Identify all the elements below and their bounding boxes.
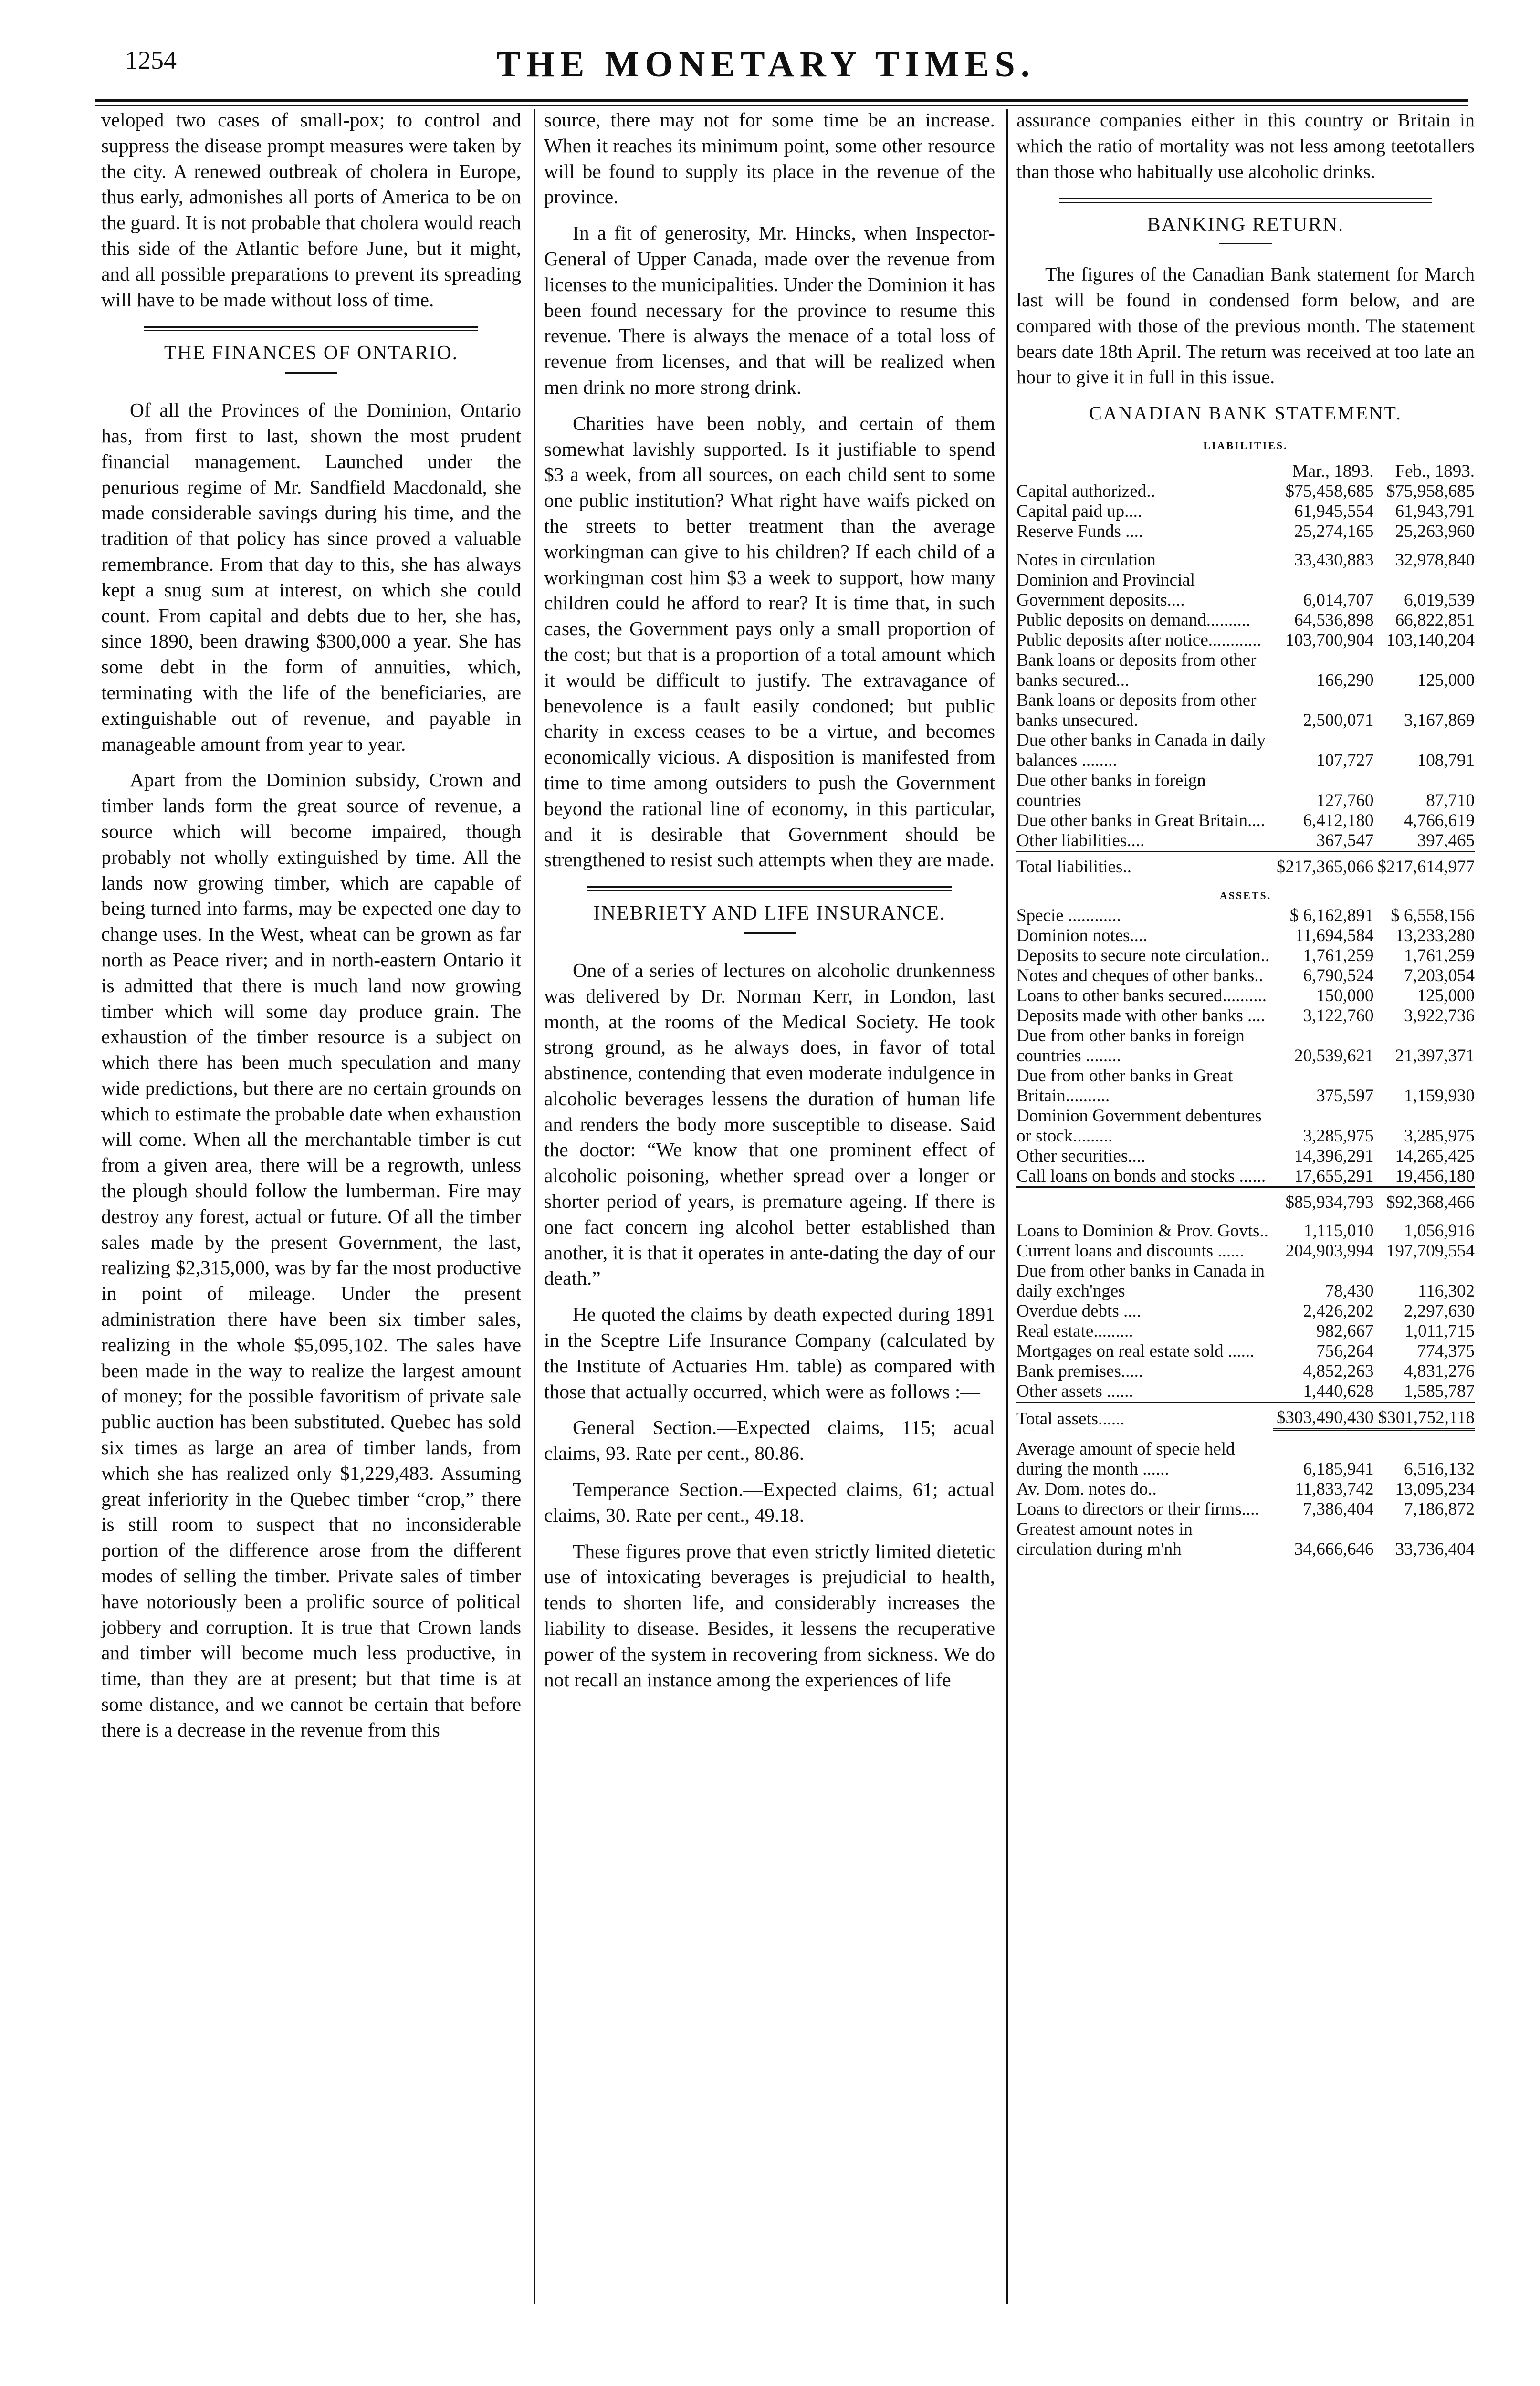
row-label: Specie ............ (1016, 905, 1121, 925)
row-value-february: 1,761,259 (1404, 945, 1475, 965)
row-value-february: 116,302 (1418, 1281, 1475, 1301)
table-row (1016, 966, 1475, 986)
section-separator-thin (1059, 202, 1432, 203)
bank-statement-table (1016, 461, 1475, 1559)
header-rule (95, 99, 1468, 102)
table-row (1016, 1066, 1475, 1106)
column-3 (1016, 107, 1475, 1559)
table-row (1016, 1341, 1475, 1361)
row-value-march: 34,666,646 (1294, 1539, 1374, 1559)
row-label: Dominion notes.... (1016, 925, 1148, 945)
table-row (1016, 502, 1475, 522)
row-label: Other securities.... (1016, 1146, 1146, 1166)
row-label: Loans to directors or their firms.... (1016, 1499, 1259, 1519)
row-label: Loans to other banks secured.......... (1016, 985, 1267, 1005)
table-row (1016, 610, 1475, 630)
row-label: Capital authorized.. (1016, 481, 1155, 501)
table-row (1016, 1166, 1475, 1187)
row-value-march: 166,290 (1316, 670, 1374, 690)
row-value-march: 61,945,554 (1294, 501, 1374, 521)
article-continuation: veloped two cases of small-pox; to control and suppress the disease prompt measures were taken by the city. A renewed outbreak of cholera in Europe, thus early, admonishes all ports of America to be on the guard. It is not probable that cholera would reach this side of the Atlantic before June, but it might, and all possible preparations to prevent its spreading will have to be made without loss of time. (101, 109, 521, 311)
row-value-february: 13,233,280 (1395, 925, 1475, 945)
section-separator (587, 886, 952, 888)
row-value-february: $75,958,685 (1386, 481, 1475, 501)
row-value-march: 4,852,263 (1303, 1361, 1374, 1381)
article-heading-ontario: THE FINANCES OF ONTARIO. (164, 342, 459, 365)
row-value-march: 11,833,742 (1295, 1479, 1374, 1499)
row-value-february: 6,019,539 (1404, 590, 1475, 610)
row-value-february: 6,516,132 (1404, 1459, 1475, 1479)
heading-dash (1219, 243, 1272, 244)
row-value-march: 6,412,180 (1303, 810, 1374, 830)
table-row (1016, 522, 1475, 542)
table-row (1016, 946, 1475, 966)
total-assets-row (1016, 1402, 1475, 1429)
row-value-february: 3,285,975 (1404, 1126, 1475, 1146)
table-row (1016, 481, 1475, 502)
table-row (1016, 1301, 1475, 1321)
column-2 (544, 107, 995, 1703)
row-label: Due other banks in Canada in daily balances ........ (1016, 730, 1266, 770)
row-label: Bank loans or deposits from other banks unsecured. (1016, 690, 1257, 730)
table-row (1016, 1146, 1475, 1166)
table-row (1016, 1321, 1475, 1341)
table-row (1016, 550, 1475, 570)
row-label: Overdue debts .... (1016, 1301, 1141, 1321)
row-label: Due from other banks in Great Britain.......... (1016, 1066, 1233, 1106)
row-label: Notes and cheques of other banks.. (1016, 965, 1263, 985)
table-row (1016, 691, 1475, 731)
row-value-march: 6,014,707 (1303, 590, 1374, 610)
row-value-march: 1,115,010 (1303, 1221, 1374, 1241)
row-label: Average amount of specie held during the month ...... (1016, 1439, 1235, 1479)
table-row (1016, 811, 1475, 831)
row-value-february: 197,709,554 (1386, 1241, 1475, 1261)
row-value-march: 17,655,291 (1294, 1166, 1374, 1186)
row-value-march: 756,264 (1316, 1341, 1374, 1361)
section-separator (1059, 198, 1432, 199)
row-value-february: 13,095,234 (1395, 1479, 1475, 1499)
row-value-february: 774,375 (1417, 1341, 1475, 1361)
row-label: Bank premises..... (1016, 1361, 1143, 1381)
section-separator (144, 326, 478, 328)
row-value-march: 375,597 (1316, 1086, 1374, 1106)
article-heading-inebriety: INEBRIETY AND LIFE INSURANCE. (593, 902, 946, 925)
assets-rows-2 (1016, 1213, 1475, 1402)
row-value-february: 14,265,425 (1395, 1146, 1475, 1166)
row-label: Capital paid up.... (1016, 501, 1142, 521)
row-value-march: $75,458,685 (1285, 481, 1374, 501)
row-label: Greatest amount notes in circulation during m'nh (1016, 1519, 1193, 1559)
row-value-february: 4,831,276 (1404, 1361, 1475, 1381)
row-value-march: 2,500,071 (1303, 710, 1374, 730)
total-liabilities-row (1016, 851, 1475, 877)
row-value-march: 6,185,941 (1303, 1459, 1374, 1479)
row-value-february: 103,140,204 (1386, 630, 1475, 650)
column-divider-2 (1006, 109, 1008, 2304)
row-value-february: 21,397,371 (1395, 1046, 1475, 1066)
table-row (1016, 1106, 1475, 1146)
row-label: Due from other banks in foreign countries ........ (1016, 1026, 1245, 1066)
row-label: Call loans on bonds and stocks ...... (1016, 1166, 1266, 1186)
row-value-february: 4,766,619 (1404, 810, 1475, 830)
row-value-march: 103,700,904 (1285, 630, 1374, 650)
row-value-february: 125,000 (1417, 670, 1475, 690)
row-value-march: 367,547 (1316, 830, 1374, 850)
column-header-march: Mar., 1893. (1292, 461, 1374, 481)
column-divider-1 (534, 109, 535, 2304)
row-value-february: 1,159,930 (1404, 1086, 1475, 1106)
page-header (0, 0, 1540, 105)
row-label: Public deposits on demand.......... (1016, 610, 1251, 630)
table-row (1016, 1026, 1475, 1066)
row-label: Due other banks in Great Britain.... (1016, 810, 1265, 830)
table-row (1016, 630, 1475, 650)
row-label: Due from other banks in Canada in daily exch'nges (1016, 1261, 1265, 1301)
row-value-february: 1,056,916 (1404, 1221, 1475, 1241)
article-paragraph: Apart from the Dominion subsidy, Crown and timber lands form the great source of revenue, a source which will become impaired, though probably not wholly extinguished by time. All the lands now growing timber, which are capable of being turned into farms, may be expected one day to change uses. In the West, wheat can be grown as far north as Peace river; and in north-eastern Ontario it is admitted that there is much land now growing timber which will some day produce grain. The exhaustion of the timber resource is a subject on which there has been much speculation and many wide predictions, but there are no certain grounds on which to estimate the probable date when exhaustion will come. When all the merchantable timber is cut from a given area, there will be a regrowth, unless the plough should follow the lumberman. Fire may destroy any forest, actual or future. Of all the timber sales made by the present Government, the last, realizing $2,315,000, was by far the most productive in point of mileage. Under the present administration there have been six timber sales, realizing in the whole $5,095,102. The sales have been made in the way to realize the largest amount of money; for the possible favoritism of private sale public auction has been substituted. Quebec has sold six times as large an area of timber lands, from which she has realized only $1,229,483. Assuming great inferiority in the Quebec timber “crop,” there is still room to suspect that no inconsiderable portion of the difference arose from the different modes of selling the timber. Private sales of timber have notoriously been a prolific source of political jobbery and corruption. It is true that Crown lands and timber will become much less productive, in time, than they are at present; but that time is at some distance, and we cannot be certain that before there is a decrease in the revenue from this (101, 769, 521, 1741)
row-value-march: 6,790,524 (1303, 965, 1374, 985)
article-paragraph: One of a series of lectures on alcoholic drunkenness was delivered by Dr. Norman Kerr, in London, last month, at the rooms of the Medical Society. He took strong ground, as he always does, in favor of total abstinence, contending that even moderate indulgence in alcoholic beverages lessens the duration of human life and renders the body more susceptible to disease. Said the doctor: “We know that one prominent effect of alcoholic poisoning, whether spread over a longer or shorter period of years, is premature ageing. If there is one fact concern ing alcohol better established than another, it is that it operates in ante-dating the day of our death.” (544, 959, 995, 1289)
row-value-march: 3,122,760 (1303, 1005, 1374, 1026)
article-paragraph: These figures prove that even strictly limited dietetic use of intoxicating beverages is prejudicial to health, tends to shorten life, and considerably increases the liability to disease. Besides, it lessens the recuperative power of the system in recovering from sickness. We do not recall an instance among the experiences of life (544, 1540, 995, 1691)
heading-dash (744, 932, 796, 934)
row-value-february: 32,978,840 (1395, 550, 1475, 570)
memo-rows (1016, 1439, 1475, 1559)
page-number: 1254 (125, 46, 177, 74)
row-label: Other assets ...... (1016, 1381, 1133, 1401)
table-row (1016, 771, 1475, 811)
table-row (1016, 831, 1475, 852)
row-value-february: $ 6,558,156 (1391, 905, 1475, 925)
section-separator-thin (587, 890, 952, 891)
row-value-march: 150,000 (1316, 985, 1374, 1005)
row-value-march: 11,694,584 (1295, 925, 1374, 945)
row-label: Real estate......... (1016, 1321, 1133, 1341)
row-value-february: 397,465 (1417, 830, 1475, 850)
row-value-march: 25,274,165 (1294, 521, 1374, 541)
row-value-march: $303,490,430 (1273, 1402, 1374, 1429)
header-rule-thin (95, 105, 1468, 106)
row-value-february: 66,822,851 (1395, 610, 1475, 630)
row-value-february: 87,710 (1426, 790, 1475, 810)
row-value-february: 33,736,404 (1395, 1539, 1475, 1559)
row-label: Public deposits after notice............ (1016, 630, 1261, 650)
row-value-february: 25,263,960 (1395, 521, 1475, 541)
article-paragraph: He quoted the claims by death expected during 1891 in the Sceptre Life Insurance Company (calculated by the Institute of Actuaries Hm. table) as compared with those that actually occurred, which were as follows :— (544, 1303, 995, 1402)
row-value-march: 1,761,259 (1303, 945, 1374, 965)
row-label: Bank loans or deposits from other banks secured... (1016, 650, 1257, 690)
table-row (1016, 650, 1475, 691)
article-paragraph: General Section.—Expected claims, 115; acual claims, 93. Rate per cent., 80.86. (544, 1416, 995, 1465)
liabilities-label: LIABILITIES. (1203, 439, 1288, 451)
row-value-march: 107,727 (1316, 750, 1374, 770)
row-value-february: 7,203,054 (1404, 965, 1475, 985)
row-value-february: 125,000 (1417, 985, 1475, 1005)
row-value-march: 2,426,202 (1303, 1301, 1374, 1321)
row-value-march: 33,430,883 (1294, 550, 1374, 570)
row-label: Av. Dom. notes do.. (1016, 1479, 1157, 1499)
table-row (1016, 986, 1475, 1006)
row-value-february: 3,167,869 (1404, 710, 1475, 730)
table-row (1016, 1221, 1475, 1241)
row-value-march: 982,667 (1316, 1321, 1374, 1341)
row-value-february: 108,791 (1417, 750, 1475, 770)
row-label: Due other banks in foreign countries (1016, 770, 1206, 810)
bank-statement-title: CANADIAN BANK STATEMENT. (1089, 402, 1402, 424)
article-paragraph: Of all the Provinces of the Dominion, Ontario has, from first to last, shown the most prudent financial management. Launched under the penurious regime of Mr. Sandfield Macdonald, she made considerable savings during his time, and the tradition of that policy has since proved a valuable remembrance. From that day to this, she has always kept a snug sum at interest, on which she could count. From capital and debts due to her, she has, since 1890, been drawing $300,000 a year. She has some debt in the form of annuities, which, terminating with the life of the beneficiaries, are extinguishable out of revenue, and payable in manageable amount from year to year. (101, 399, 521, 755)
row-value-march: 3,285,975 (1303, 1126, 1374, 1146)
row-value-march: 14,396,291 (1294, 1146, 1374, 1166)
liabilities-rows (1016, 481, 1475, 852)
heading-dash (285, 372, 337, 374)
article-paragraph: Temperance Section.—Expected claims, 61; actual claims, 30. Rate per cent., 49.18. (544, 1478, 995, 1526)
row-label: Total assets...... (1016, 1402, 1273, 1429)
table-row (1016, 1241, 1475, 1261)
column-1 (101, 107, 521, 1754)
row-label: Total liabilities.. (1016, 851, 1273, 877)
article-continuation: source, there may not for some time be an increase. When it reaches its minimum point, some other resource will be found to supply its place in the revenue of the province. (544, 109, 995, 208)
table-row (1016, 1381, 1475, 1402)
row-label: Dominion Government debentures or stock......... (1016, 1106, 1262, 1146)
row-label: Current loans and discounts ...... (1016, 1241, 1244, 1261)
table-row (1016, 1439, 1475, 1479)
table-row (1016, 1261, 1475, 1301)
row-label: Deposits made with other banks .... (1016, 1005, 1265, 1026)
row-value-february: 1,585,787 (1404, 1381, 1475, 1401)
assets-subtotal-row (1016, 1187, 1475, 1213)
row-label: Loans to Dominion & Prov. Govts.. (1016, 1221, 1268, 1241)
row-label: Reserve Funds .... (1016, 521, 1143, 541)
row-value-february: $92,368,466 (1374, 1187, 1475, 1213)
row-value-march: 20,539,621 (1294, 1046, 1374, 1066)
table-row (1016, 1479, 1475, 1499)
table-row (1016, 1361, 1475, 1381)
table-row (1016, 731, 1475, 771)
row-value-march: $ 6,162,891 (1289, 905, 1374, 925)
assets-label: ASSETS. (1219, 889, 1272, 901)
row-label: Deposits to secure note circulation.. (1016, 945, 1270, 965)
row-label: Other liabilities.... (1016, 830, 1145, 850)
article-paragraph: In a fit of generosity, Mr. Hincks, when Inspector-General of Upper Canada, made over the revenue from licenses to the municipalities. Under the Dominion it has been found necessary for the province to resume this revenue. There is always the menace of a total loss of revenue from licenses, and that will be realized when men drink no more strong drink. (544, 222, 995, 398)
table-row (1016, 906, 1475, 926)
row-value-march: 64,536,898 (1294, 610, 1374, 630)
row-value-march: 78,430 (1325, 1281, 1374, 1301)
column-header-february: Feb., 1893. (1395, 461, 1475, 481)
table-row (1016, 1499, 1475, 1519)
section-separator-thin (144, 330, 478, 331)
table-row (1016, 1006, 1475, 1026)
assets-rows (1016, 906, 1475, 1187)
row-label: Mortgages on real estate sold ...... (1016, 1341, 1255, 1361)
article-paragraph: Charities have been nobly, and certain of them somewhat lavishly supported. Is it justifiable to spend $3 a week, from all sources, on each child sent to some one public institution? What right have waifs picked on the streets to better treatment than the average workingman can give to his children? If each child of a workingman cost him $3 a week to support, how many children could he afford to rear? It is time that, in such cases, the Government pays only a small proportion of the cost; but that is a proportion of a total amount which it would be difficult to justify. The extravagance of benevolence is a fault easily condoned; but public charity in excess ceases to be a virtue, and becomes economically vicious. A disposition is manifested from time to time among outsiders to push the Government beyond the rational line of economy, in this particular, and it is desirable that Government should be strengthened to resist such attempts when they are made. (544, 412, 995, 871)
row-value-february: 3,922,736 (1404, 1005, 1475, 1026)
row-value-february: $301,752,118 (1374, 1402, 1475, 1429)
row-value-march: 127,760 (1316, 790, 1374, 810)
row-value-february: 61,943,791 (1395, 501, 1475, 521)
row-value-march: $85,934,793 (1273, 1187, 1374, 1213)
row-value-february: $217,614,977 (1374, 851, 1475, 877)
table-row (1016, 1519, 1475, 1559)
row-value-march: 1,440,628 (1303, 1381, 1374, 1401)
row-value-february: 19,456,180 (1395, 1166, 1475, 1186)
table-row (1016, 570, 1475, 610)
row-value-march: 204,903,994 (1285, 1241, 1374, 1261)
row-value-march: $217,365,066 (1273, 851, 1374, 877)
article-continuation: assurance companies either in this country or Britain in which the ratio of mortality was not less among teetotallers than those who habitually use alcoholic drinks. (1016, 109, 1475, 182)
row-label: Dominion and Provincial Government deposits.... (1016, 570, 1195, 610)
row-value-march: 7,386,404 (1303, 1499, 1374, 1519)
row-value-february: 7,186,872 (1404, 1499, 1475, 1519)
article-paragraph: The figures of the Canadian Bank statement for March last will be found in condensed form below, and are compared with those of the previous month. The statement bears date 18th April. The return was received at too late an hour to give it in full in this issue. (1016, 263, 1475, 388)
row-label: Notes in circulation (1016, 550, 1156, 570)
masthead-title: THE MONETARY TIMES. (496, 44, 1036, 84)
table-row (1016, 926, 1475, 946)
row-value-february: 1,011,715 (1404, 1321, 1475, 1341)
row-value-february: 2,297,630 (1404, 1301, 1475, 1321)
article-heading-banking: BANKING RETURN. (1147, 214, 1344, 236)
